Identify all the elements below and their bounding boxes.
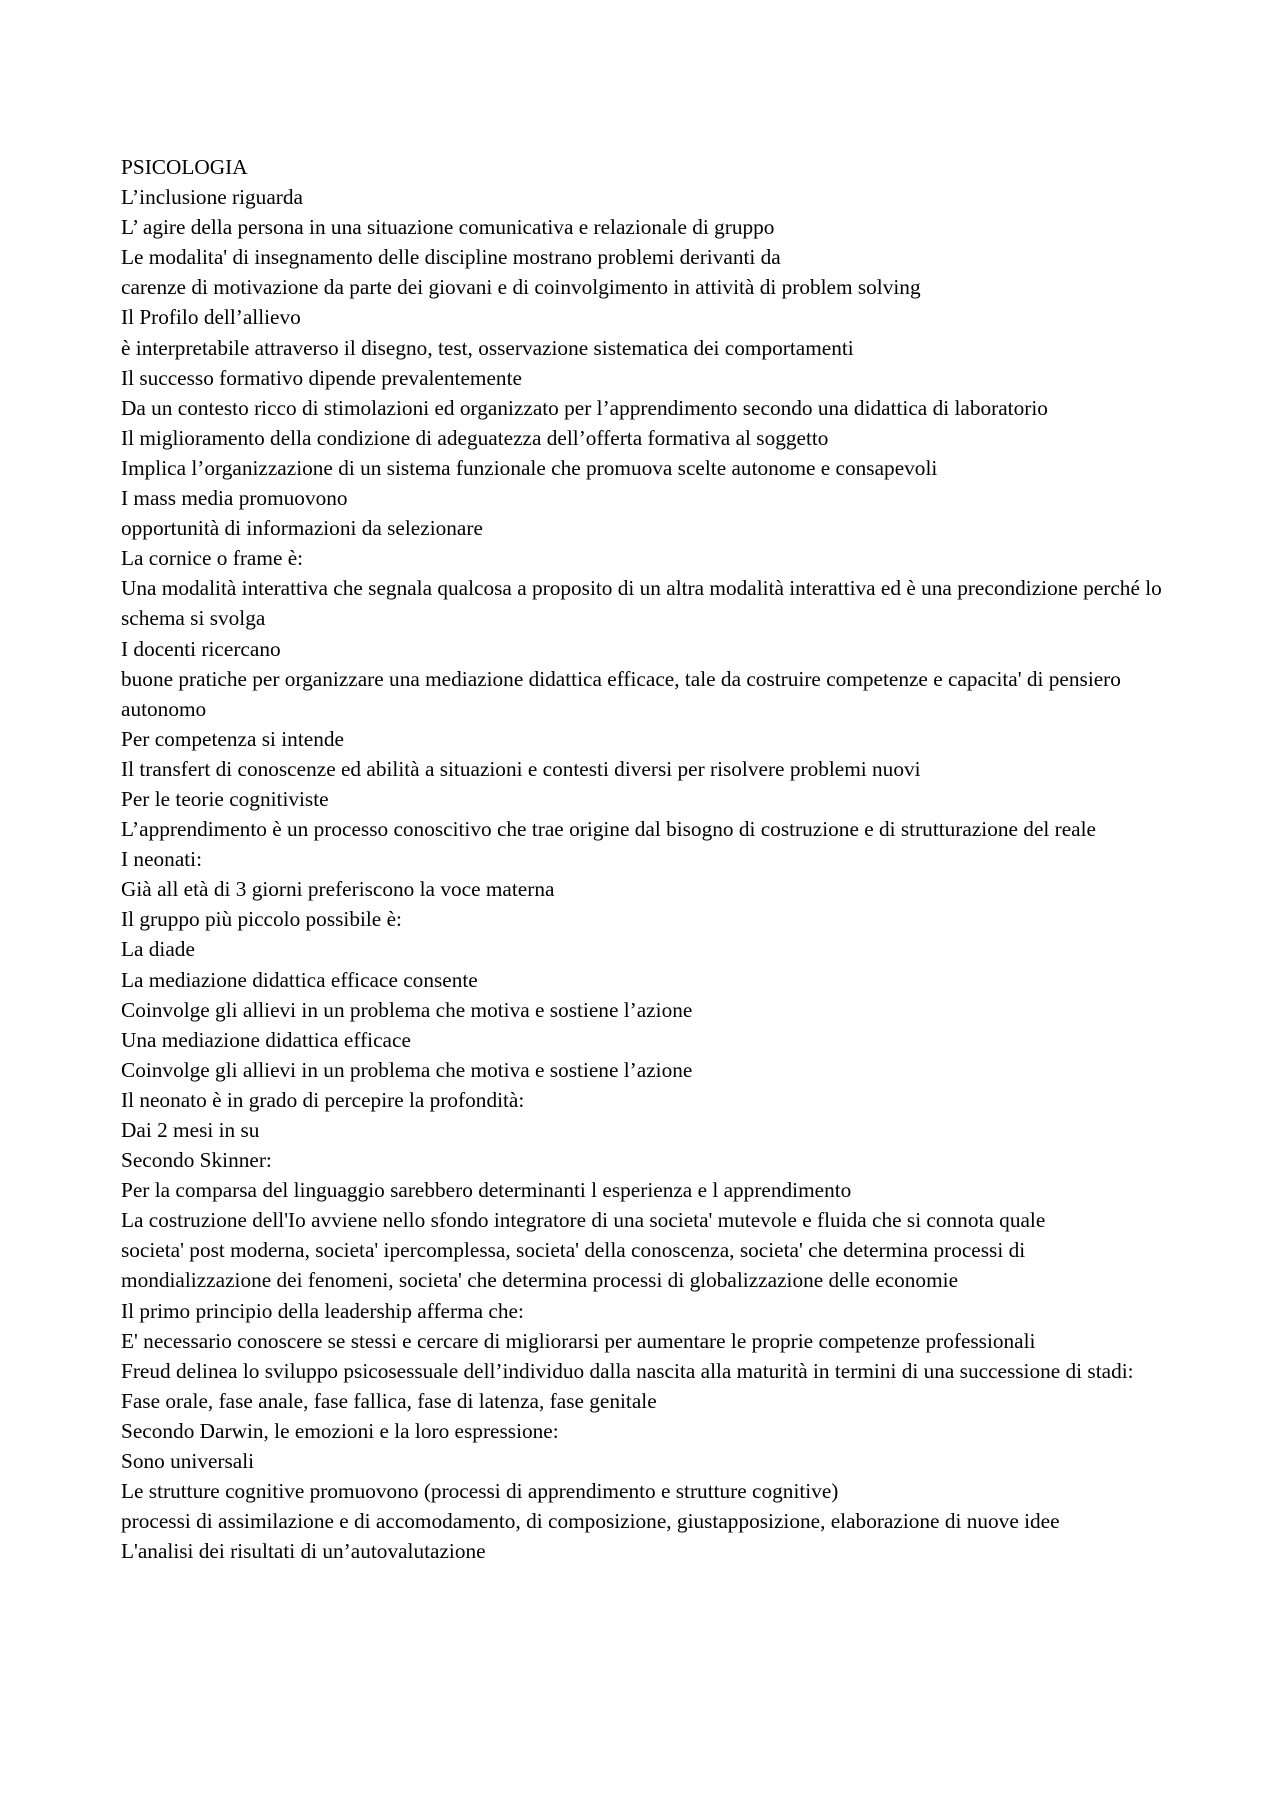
text-line: Dai 2 mesi in su (121, 1118, 260, 1142)
document-body (121, 152, 1171, 1566)
text-line: Una mediazione didattica efficace (121, 1027, 411, 1052)
text-line: Coinvolge gli allievi in un problema che motiva e sostiene l’azione (121, 1057, 693, 1082)
text-line: Implica l’organizzazione di un sistema funzionale che promuova scelte autonome e consapevoli (121, 455, 938, 480)
text-line: La cornice o frame è: (121, 546, 304, 571)
text-line: Il miglioramento della condizione di adeguatezza dell’offerta formativa al soggetto (121, 425, 829, 450)
text-line: La costruzione dell'Io avviene nello sfondo integratore di una societa' mutevole e fluida che si connota quale (121, 1208, 1046, 1233)
text-line: opportunità di informazioni da selezionare (121, 516, 483, 541)
text-line: Sono universali (121, 1449, 255, 1474)
text-line: Il primo principio della leadership afferma che: (121, 1298, 524, 1323)
text-line: Le modalita' di insegnamento delle discipline mostrano problemi derivanti da (121, 245, 781, 270)
text-line: L’apprendimento è un processo conoscitivo che trae origine dal bisogno di costruzione e di strutturazione del reale (121, 817, 1097, 842)
text-line: Una modalità interattiva che segnala qualcosa a proposito di un altra modalità interattiva ed è una precondizione perché lo schema si svolga (121, 576, 1162, 631)
text-line: Freud delinea lo sviluppo psicosessuale dell’individuo dalla nascita alla maturità in termini di una successione di stadi: (121, 1358, 1134, 1383)
text-line: La diade (121, 937, 195, 962)
text-line: La mediazione didattica efficace consente (121, 967, 478, 992)
text-line: carenze di motivazione da parte dei giovani e di coinvolgimento in attività di problem solving (121, 275, 921, 300)
text-line: Per competenza si intende (121, 726, 344, 751)
text-line: Il neonato è in grado di percepire la profondità: (121, 1087, 525, 1112)
text-line: L'analisi dei risultati di un’autovalutazione (121, 1539, 486, 1564)
text-line: Fase orale, fase anale, fase fallica, fase di latenza, fase genitale (121, 1388, 657, 1413)
text-line: L’inclusione riguarda (121, 185, 303, 210)
text-line: Il successo formativo dipende prevalentemente (121, 365, 522, 390)
text-line: Il Profilo dell’allievo (121, 305, 301, 330)
text-line: Il gruppo più piccolo possibile è: (121, 907, 402, 932)
text-line: I docenti ricercano (121, 636, 281, 661)
document-title: PSICOLOGIA (121, 155, 248, 179)
text-line: Secondo Skinner: (121, 1148, 272, 1173)
text-line: Per le teorie cognitiviste (121, 786, 329, 811)
text-line: L’ agire della persona in una situazione comunicativa e relazionale di gruppo (121, 215, 775, 240)
text-line: I neonati: (121, 847, 203, 872)
text-line: E' necessario conoscere se stessi e cercare di migliorarsi per aumentare le proprie competenze professionali (121, 1328, 1036, 1353)
text-line: Secondo Darwin, le emozioni e la loro espressione: (121, 1418, 559, 1443)
text-line: Da un contesto ricco di stimolazioni ed organizzato per l’apprendimento secondo una didattica di laboratorio (121, 395, 1048, 420)
text-line: Il transfert di conoscenze ed abilità a situazioni e contesti diversi per risolvere problemi nuovi (121, 756, 921, 781)
text-line: societa' post moderna, societa' ipercomplessa, societa' della conoscenza, societa' che determina processi di mondializzazione dei fenomeni, societa' che determina processi di globalizzazione delle economie (121, 1238, 1026, 1293)
text-line: Per la comparsa del linguaggio sarebbero determinanti l esperienza e l apprendimento (121, 1178, 852, 1203)
text-line: Le strutture cognitive promuovono (processi di apprendimento e strutture cognitive) (121, 1479, 839, 1504)
text-line: Già all età di 3 giorni preferiscono la voce materna (121, 877, 555, 902)
text-line: I mass media promuovono (121, 486, 348, 511)
text-line: processi di assimilazione e di accomodamento, di composizione, giustapposizione, elaborazione di nuove idee (121, 1509, 1060, 1534)
text-line: è interpretabile attraverso il disegno, test, osservazione sistematica dei comportamenti (121, 335, 854, 360)
text-line: buone pratiche per organizzare una mediazione didattica efficace, tale da costruire competenze e capacita' di pensiero autonomo (121, 666, 1121, 721)
text-line: Coinvolge gli allievi in un problema che motiva e sostiene l’azione (121, 997, 693, 1022)
